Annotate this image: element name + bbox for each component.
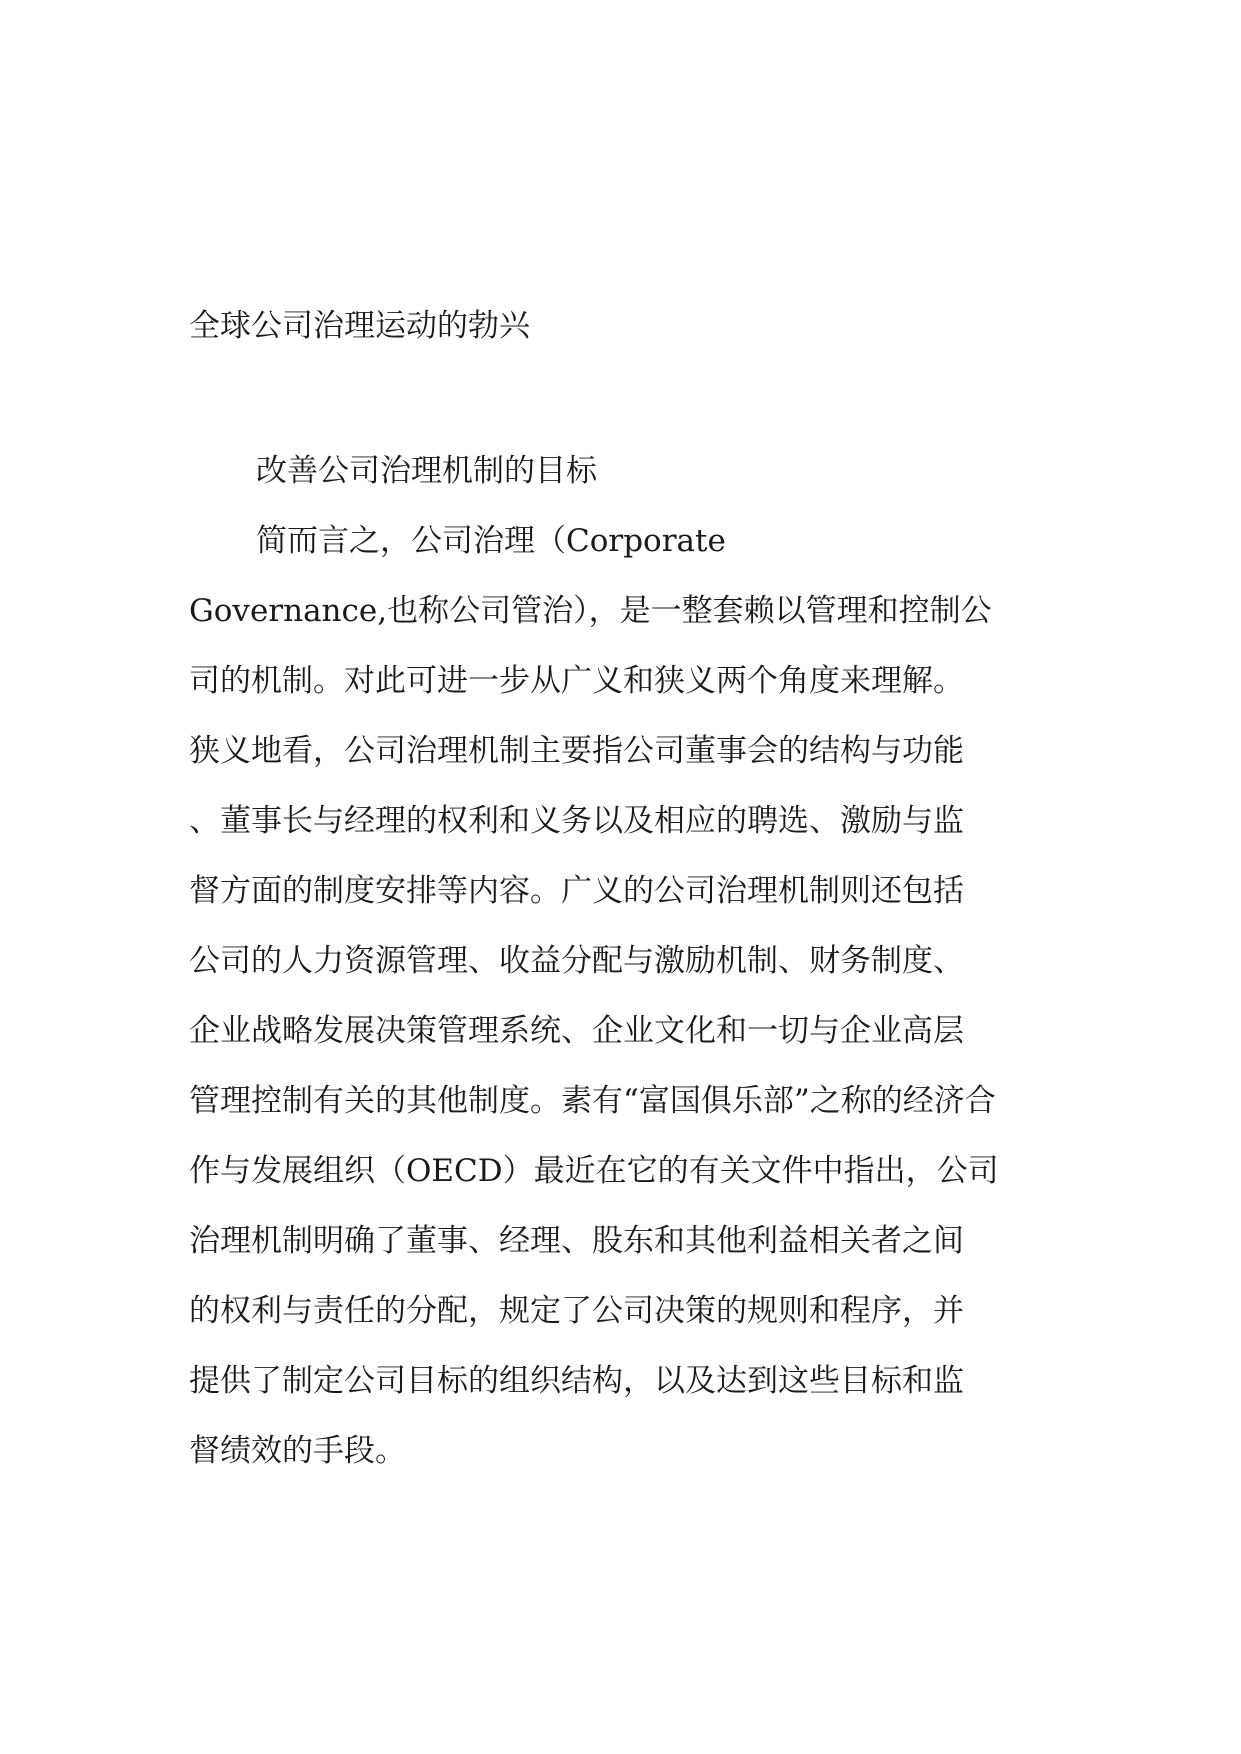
paragraph-line-11: 治理机制明确了董事、经理、股东和其他利益相关者之间 [189,1223,964,1259]
paragraph-line-3: 司的机制。对此可进一步从广义和狭义两个角度来理解。 [189,663,964,699]
section-heading: 改善公司治理机制的目标 [256,453,597,489]
document-title: 全球公司治理运动的勃兴 [189,308,530,344]
paragraph-line-7: 公司的人力资源管理、收益分配与激励机制、财务制度、 [189,943,964,979]
paragraph-line-9: 管理控制有关的其他制度。素有“富国俱乐部”之称的经济合 [189,1083,996,1119]
paragraph-line-2: Governance,也称公司管治），是一整套赖以管理和控制公 [189,593,992,629]
paragraph-line-6: 督方面的制度安排等内容。广义的公司治理机制则还包括 [189,873,964,909]
paragraph-line-4: 狭义地看，公司治理机制主要指公司董事会的结构与功能 [189,733,964,769]
paragraph-line-5: 、董事长与经理的权利和义务以及相应的聘选、激励与监 [189,803,964,839]
paragraph-line-8: 企业战略发展决策管理系统、企业文化和一切与企业高层 [189,1013,964,1049]
paragraph-line-12: 的权利与责任的分配，规定了公司决策的规则和程序，并 [189,1293,964,1329]
paragraph-line-14: 督绩效的手段。 [189,1433,406,1469]
paragraph-line-13: 提供了制定公司目标的组织结构，以及达到这些目标和监 [189,1363,964,1399]
paragraph-line-10: 作与发展组织（OECD）最近在它的有关文件中指出，公司 [189,1153,999,1189]
paragraph-line-1: 简而言之，公司治理（Corporate [256,523,726,559]
